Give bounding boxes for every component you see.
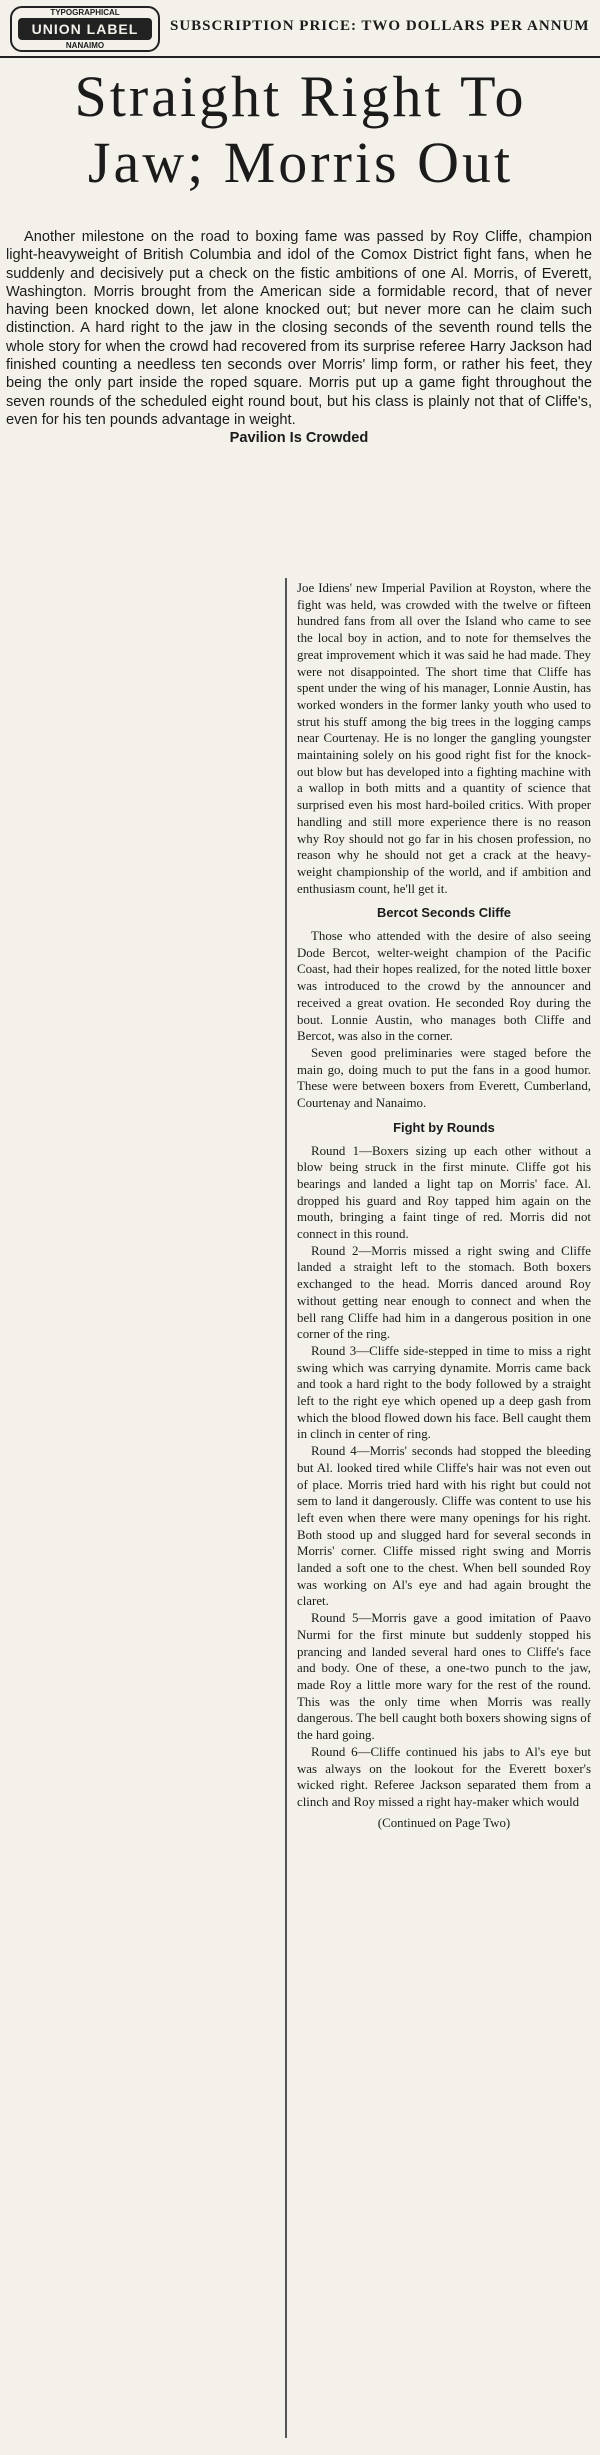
round-paragraph: Round 6—Cliffe continued his jabs to Al's eye but was always on the lookout for the Everett boxer's wicked right. Referee Jackson separated them from a clinch and Roy missed a right hay-maker which would bbox=[297, 1744, 591, 1809]
round-paragraph: Round 4—Morris' seconds had stopped the bleeding but Al. looked tired while Cliffe's hair was not even out of place. Morris tried hard with his right but could not sem to land it dangerously. Cliffe was content to use his left even when there were many openings for his right. Both stood up and slugged hard for several seconds in Morris' corner. Cliffe missed right swing and Morris landed a soft one to the chest. When bell sounded Roy was working on Al's eye and had again brought the claret. bbox=[297, 1444, 591, 1609]
article-lead bbox=[6, 228, 592, 448]
lead-paragraph: Another milestone on the road to boxing fame was passed by Roy Cliffe, champion light-heavyweight of British Columbia and idol of the Comox District fight fans, when he suddenly and decisively put a check on the fistic ambitions of one Al. Morris, of Everett, Washington. Morris brought from the American side a formidable record, that of never having been knocked down, let alone knocked out; but never more can he claim such distinction. A hard right to the jaw in the closing seconds of the seventh round tells the whole story for when the crowd had recovered from its surprise referee Harry Jackson had finished counting a needless ten seconds over Morris' limp form, or rather his feet, they being the only part inside the roped square. Morris put up a game fight throughout the seven rounds of the scheduled eight round bout, but his class is plainly not that of Cliffe's, even for his ten pounds advantage in weight. bbox=[6, 229, 592, 428]
column-divider bbox=[285, 578, 287, 2438]
union-label-top-text: TYPOGRAPHICAL bbox=[50, 8, 120, 17]
round-paragraph: Round 5—Morris gave a good imitation of Paavo Nurmi for the first minute but suddenly stopped his prancing and landed several hard ones to Cliffe's face and body. One of these, a one-two punch to the jaw, made Roy a little more wary for the rest of the round. This was the only time when Morris was really dangerous. The bell caught both boxers showing signs of the hard going. bbox=[297, 1611, 591, 1743]
subhead-rounds: Fight by Rounds bbox=[393, 1119, 495, 1135]
union-label-bottom-text: NANAIMO bbox=[65, 41, 105, 50]
bercot-paragraph: Those who attended with the desire of also seeing Dode Bercot, welter-weight champion of the Pacific Coast, had their hopes realized, for the noted little boxer was introduced to the crowd by the announcer and received a great ovation. He seconded Roy during the bout. Lonnie Austin, who manages both Cliffe and Bercot, was also in the corner. bbox=[297, 929, 591, 1044]
union-label-logo bbox=[10, 6, 160, 52]
article-column bbox=[297, 580, 591, 1831]
preliminaries-paragraph: Seven good preliminaries were staged before the main go, doing much to put the fans in a good humor. These were between boxers from Everett, Cumberland, Courtenay and Nanaimo. bbox=[297, 1045, 591, 1111]
article-headline: Straight Right To Jaw; Morris Out bbox=[74, 64, 527, 195]
subscription-price: SUBSCRIPTION PRICE: TWO DOLLARS PER ANNUM bbox=[170, 18, 590, 34]
continued-note: (Continued on Page Two) bbox=[377, 1815, 511, 1830]
header-divider bbox=[0, 56, 600, 58]
round-paragraph: Round 2—Morris missed a right swing and Cliffe landed a straight left to the stomach. Both boxers exchanged to the head. Morris danced around Roy without getting near enough to connect and when the bell rang Cliffe had him in a dangerous position in one corner of the ring. bbox=[297, 1243, 591, 1342]
pavilion-paragraph: Joe Idiens' new Imperial Pavilion at Royston, where the fight was held, was crowded with the twelve or fifteen hundred fans from all over the Island who came to see the local boy in action, and to note for themselves the great improvement which it was said he had made. They were not disappointed. The short time that Cliffe has spent under the wing of his manager, Lonnie Austin, has worked wonders in the former lanky youth who used to strut his stuff among the big trees in the logging camps near Courtenay. He is no longer the gangling youngster maintaining solely on his good right fist for the knock-out blow but has developed into a fighting machine with a wallop in both mitts and a quantity of science that surprised even his most hard-boiled critics. With proper handling and still more experience there is no reason why Roy should not go far in his chosen profession, no reason why he should not get a crack at the heavy-weight championship of the world, and if ambition and enthusiasm count, he'll get it. bbox=[297, 581, 591, 896]
union-label-text: UNION LABEL bbox=[18, 18, 152, 40]
masthead bbox=[0, 0, 600, 60]
round-paragraph: Round 1—Boxers sizing up each other without a blow being struck in the first minute. Cliffe got his bearings and landed a light tap on Morris' face. Al. dropped his guard and Roy tapped him again on the mouth, bringing a faint tinge of red. Morris did not connect in this round. bbox=[297, 1143, 591, 1242]
subhead-pavilion: Pavilion Is Crowded bbox=[229, 430, 369, 447]
round-paragraph: Round 3—Cliffe side-stepped in time to miss a right swing which was carrying dynamite. Morris came back and took a hard right to the body followed by a straight left to the right eye which opened up a deep gash from which the blood flowed down his face. Bell caught them in clinch in center of ring. bbox=[297, 1343, 591, 1442]
subhead-bercot: Bercot Seconds Cliffe bbox=[377, 905, 511, 921]
